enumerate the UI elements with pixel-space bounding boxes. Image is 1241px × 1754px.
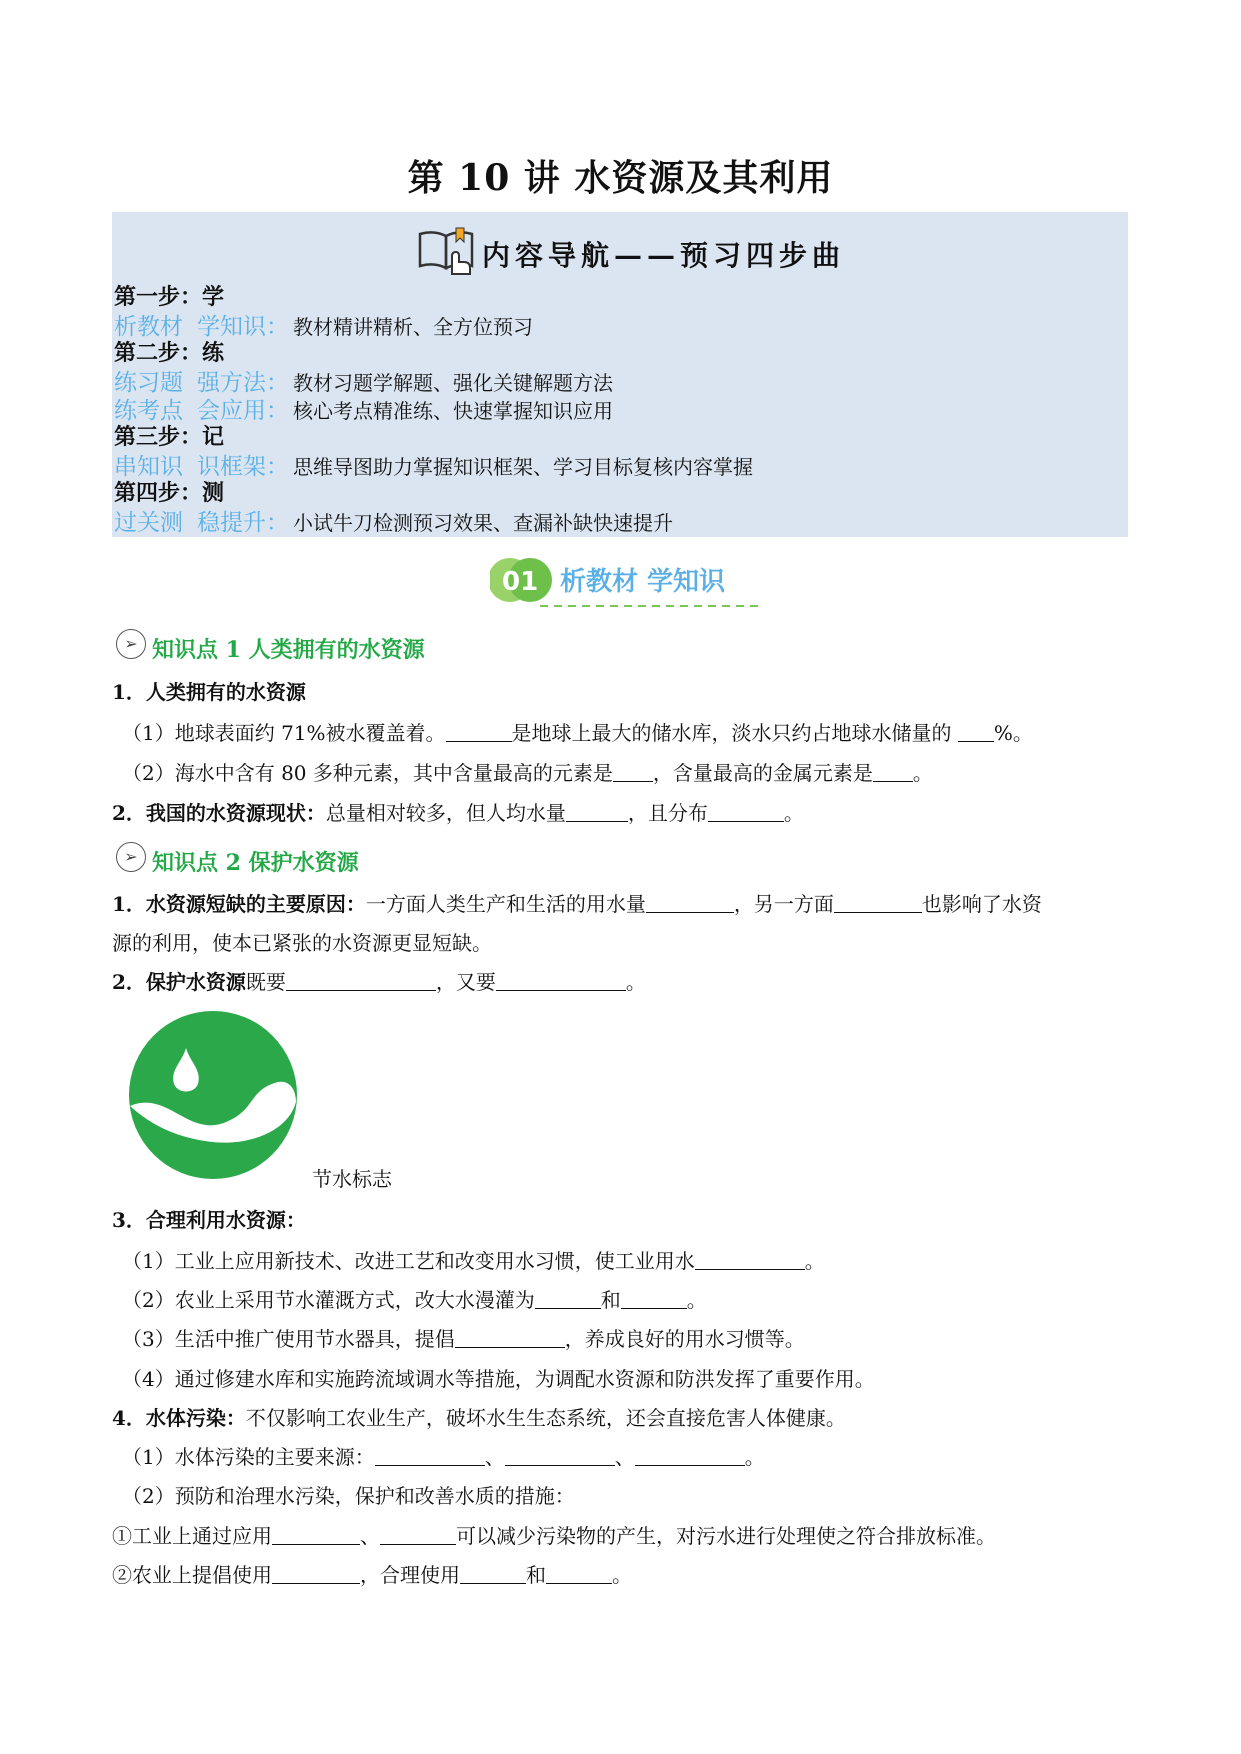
blank[interactable] <box>460 1565 526 1584</box>
k1-h1-text: 1．人类拥有的水资源 <box>112 680 306 704</box>
k2-p41a: （1）水体污染的主要来源： <box>122 1445 375 1469</box>
k1-h2c: 。 <box>783 801 804 825</box>
nav-header <box>112 220 1128 276</box>
k2-p34: （4）通过修建水库和实施跨流域调水等措施，为调配水资源和防洪发挥了重要作用。 <box>122 1367 875 1391</box>
step2-label: 第二步：练 <box>114 340 225 366</box>
k2-h1-cont: 源的利用，使本已紧张的水资源更显短缺。 <box>112 931 492 955</box>
blank[interactable] <box>708 803 784 822</box>
page-title: 第 10 讲 水资源及其利用 <box>407 157 834 199</box>
k2-p41b: 、 <box>484 1445 505 1469</box>
step2b-blue1: 练考点 <box>114 398 183 424</box>
blank[interactable] <box>455 1329 565 1348</box>
k1-p1c: %。 <box>993 721 1033 745</box>
k2-p31a: （1）工业上应用新技术、改进工艺和改变用水习惯，使工业用水 <box>122 1249 695 1273</box>
k2-h2a: 既要 <box>245 970 286 994</box>
blank[interactable] <box>505 1447 615 1466</box>
step1-blue2: 学知识： <box>197 314 289 340</box>
k2-p31b: 。 <box>804 1249 825 1273</box>
blank[interactable] <box>834 894 922 913</box>
k2-p31 <box>122 1245 825 1274</box>
k2-p33b: ，养成良好的用水习惯等。 <box>564 1327 805 1351</box>
blank[interactable] <box>695 1251 805 1270</box>
step1-desc: 教材精讲精析、全方位预习 <box>293 315 533 339</box>
blank[interactable] <box>546 1565 612 1584</box>
k1-heading: 知识点 1 人类拥有的水资源 <box>152 637 425 663</box>
k1-p1 <box>122 717 1033 746</box>
k1-p2b: ，含量最高的金属元素是 <box>652 761 873 785</box>
k1-h2a: 总量相对较多，但人均水量 <box>325 801 566 825</box>
k2-p32b: 和 <box>600 1288 621 1312</box>
k2-h4a: 不仅影响工农业生产，破坏水生生态系统，还会直接危害人体健康。 <box>245 1406 846 1430</box>
blank[interactable] <box>566 803 628 822</box>
blank[interactable] <box>375 1447 485 1466</box>
k2-p41 <box>122 1441 765 1470</box>
k2-h2-text: 2．保护水资源 <box>112 970 246 994</box>
step2a-blue1: 练习题 <box>114 370 183 396</box>
k1-h2 <box>112 797 804 826</box>
step4-blue2: 稳提升： <box>197 510 289 536</box>
nav-title: 内容导航——预习四步曲 <box>482 239 846 272</box>
blank[interactable] <box>958 723 994 742</box>
k2-p42: （2）预防和治理水污染，保护和改善水质的措施： <box>122 1484 575 1508</box>
k1-p2a: （2）海水中含有 80 多种元素，其中含量最高的元素是 <box>122 761 613 785</box>
k2-heading: 知识点 2 保护水资源 <box>152 850 359 876</box>
blank[interactable] <box>272 1565 360 1584</box>
k2-p43c: 可以减少污染物的产生，对污水进行处理使之符合排放标准。 <box>456 1524 996 1548</box>
k2-h1b: ，另一方面 <box>733 892 834 916</box>
k1-p2c: 。 <box>912 761 933 785</box>
k2-p33a: （3）生活中推广使用节水器具，提倡 <box>122 1327 455 1351</box>
blank[interactable] <box>535 1290 601 1309</box>
step2b-desc: 核心考点精准练、快速掌握知识应用 <box>293 399 613 423</box>
blank[interactable] <box>446 723 512 742</box>
blank[interactable] <box>496 972 626 991</box>
blank[interactable] <box>380 1526 456 1545</box>
k2-p44 <box>112 1559 632 1588</box>
step4-desc: 小试牛刀检测预习效果、查漏补缺快速提升 <box>293 511 673 535</box>
blank[interactable] <box>613 763 653 782</box>
step3-blue1: 串知识 <box>114 454 183 480</box>
content-nav-box <box>112 212 1128 537</box>
k1-h2b: ，且分布 <box>627 801 708 825</box>
k2-p43b: 、 <box>360 1524 380 1548</box>
step4-item <box>114 504 673 537</box>
k2-p43 <box>112 1520 996 1549</box>
blank[interactable] <box>272 1526 360 1545</box>
blank[interactable] <box>621 1290 687 1309</box>
step2a-desc: 教材习题学解题、强化关键解题方法 <box>293 371 613 395</box>
step2a-blue2: 强方法： <box>197 370 289 396</box>
k2-h3 <box>112 1204 306 1233</box>
book-hand-icon <box>414 222 480 278</box>
step3-blue2: 识框架： <box>197 454 289 480</box>
k2-h2b: ，又要 <box>435 970 496 994</box>
k2-h2c: 。 <box>625 970 646 994</box>
k2-p32c: 。 <box>686 1288 707 1312</box>
arrow-circle-icon: ➢ <box>116 629 146 659</box>
k1-p1b: 是地球上最大的储水库，淡水只约占地球水储量的 <box>511 721 958 745</box>
k2-h1a: 一方面人类生产和生活的用水量 <box>365 892 646 916</box>
k1-h1 <box>112 676 306 705</box>
logo-caption: 节水标志 <box>312 1167 392 1191</box>
blank[interactable] <box>286 972 436 991</box>
k2-p44b: ，合理使用 <box>360 1563 460 1587</box>
k2-p41c: 、 <box>614 1445 635 1469</box>
k2-h4-text: 4．水体污染： <box>112 1406 246 1430</box>
blank[interactable] <box>646 894 734 913</box>
step3-label: 第三步：记 <box>114 424 225 450</box>
k2-p43a: ①工业上通过应用 <box>112 1524 272 1548</box>
section-banner <box>490 552 770 612</box>
step4-blue1: 过关测 <box>114 510 183 536</box>
k1-h2-text: 2．我国的水资源现状： <box>112 801 326 825</box>
step1-label: 第一步：学 <box>114 284 225 310</box>
k2-h1c: 也影响了水资 <box>921 892 1042 916</box>
step3-desc: 思维导图助力掌握知识框架、学习目标复核内容掌握 <box>293 455 753 479</box>
section-number: 01 <box>502 567 539 597</box>
step4-label: 第四步：测 <box>114 480 225 506</box>
water-saving-logo <box>128 1010 298 1180</box>
blank[interactable] <box>635 1447 745 1466</box>
k2-h1 <box>112 888 1042 917</box>
k2-p32a: （2）农业上采用节水灌溉方式，改大水漫灌为 <box>122 1288 535 1312</box>
blank[interactable] <box>873 763 913 782</box>
k2-p41d: 。 <box>744 1445 765 1469</box>
k2-p44c: 和 <box>526 1563 546 1587</box>
k2-p44d: 。 <box>612 1563 632 1587</box>
k2-h1-text: 1．水资源短缺的主要原因： <box>112 892 366 916</box>
k2-p33 <box>122 1323 805 1352</box>
k2-h4 <box>112 1402 846 1431</box>
step1-blue1: 析教材 <box>114 314 183 340</box>
k2-h2 <box>112 966 646 995</box>
section-title: 析教材 学知识 <box>560 567 726 597</box>
k1-p2 <box>122 757 933 786</box>
k2-h3-text: 3．合理利用水资源： <box>112 1208 306 1232</box>
step2b-blue2: 会应用： <box>197 398 289 424</box>
k2-p44a: ②农业上提倡使用 <box>112 1563 272 1587</box>
k2-p32 <box>122 1284 707 1313</box>
arrow-circle-icon: ➢ <box>116 842 146 872</box>
k1-p1a: （1）地球表面约 71%被水覆盖着。 <box>122 721 446 745</box>
